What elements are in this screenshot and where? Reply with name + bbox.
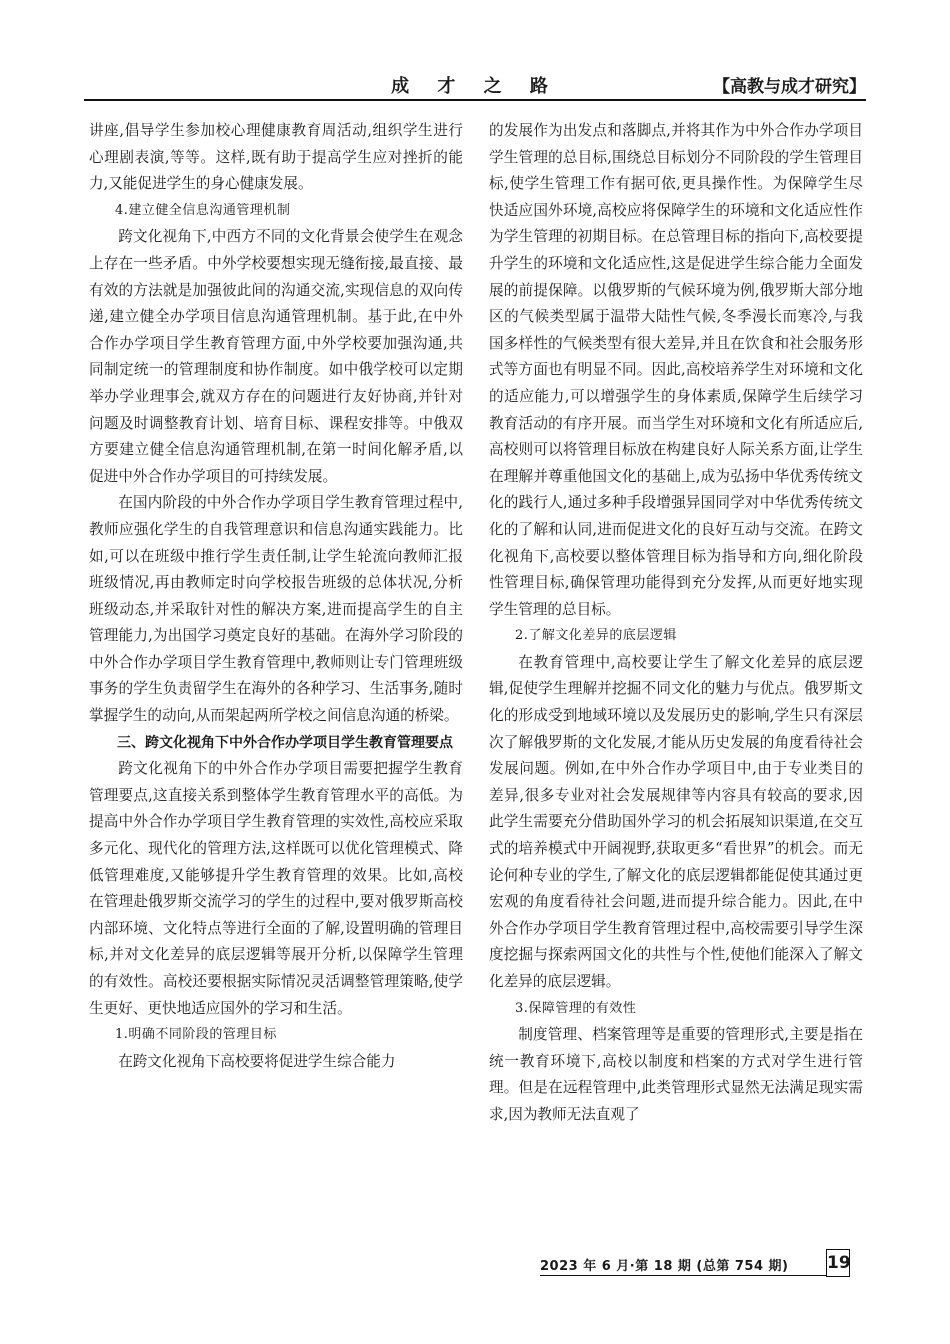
paragraph: 跨文化视角下的中外合作办学项目需要把握学生教育管理要点,这直接关系到整体学生教育管理水平的高低。为提高中外合作办学项目学生教育管理的实效性,高校应采取多元化、现代化的管理方法,这样既可以优化管理模式、降低管理难度,又能够提升学生教育管理的效果。比如,高校在管理赴俄罗斯交流学习的学生的过程中,要对俄罗斯高校内部环境、文化特点等进行全面的了解,设置明确的管理目标,并对文化差异的底层逻辑等展开分析,以保障学生管理的有效性。高校还要根据实际情况灵活调整管理策略,使学生更好、更快地适应国外的学习和生活。 [89,760,463,1017]
paragraph: 讲座,倡导学生参加校心理健康教育周活动,组织学生进行心理剧表演,等等。这样,既有助于提高学生应对挫折的能力,又能促进学生的身心健康发展。 [89,122,463,193]
left-column [89,118,463,1075]
paragraph: 跨文化视角下,中西方不同的文化背景会使学生在观念上存在一些矛盾。中外学校要想实现无缝衔接,最直接、最有效的方法就是加强彼此间的沟通交流,实现信息的双向传递,建立健全办学项目信息沟通管理机制。基于此,在中外合作办学项目学生教育管理方面,中外学校要加强沟通,共同制定统一的管理制度和协作制度。如中俄学校可以定期举办学业理事会,就双方存在的问题进行友好协商,并针对问题及时调整教育计划、培育目标、课程安排等。中俄双方要建立健全信息沟通管理机制,在第一时间化解矛盾,以促进中外合作办学项目的可持续发展。 [89,228,463,485]
header-divider [84,99,866,101]
page-number: 19 [826,1249,850,1277]
right-column [489,118,863,1129]
section-heading: 三、跨文化视角下中外合作办学项目学生教育管理要点 [117,734,453,751]
issue-info: 2023 年 6 月·第 18 期 (总第 754 期) [540,1259,789,1274]
footer-divider [540,1275,827,1276]
journal-title: 成 才 之 路 [391,76,559,97]
subsection-heading: 2.了解文化差异的底层逻辑 [515,628,677,644]
paragraph: 在国内阶段的中外合作办学项目学生教育管理过程中,教师应强化学生的自我管理意识和信息沟通实践能力。比如,可以在班级中推行学生责任制,让学生轮流向教师汇报班级情况,再由教师定时向学校报告班级的总体状况,分析班级动态,并采取针对性的解决方案,进而提高学生的自主管理能力,为出国学习奠定良好的基础。在海外学习阶段的中外合作办学项目学生教育管理中,教师则让专门管理班级事务的学生负责留学生在海外的各种学习、生活事务,随时掌握学生的动向,从而架起两所学校之间信息沟通的桥梁。 [89,494,463,725]
paragraph: 在跨文化视角下高校要将促进学生综合能力 [118,1052,396,1070]
subsection-heading: 4.建立健全信息沟通管理机制 [115,202,291,218]
subsection-heading: 1.明确不同阶段的管理目标 [115,1027,277,1043]
paragraph: 的发展作为出发点和落脚点,并将其作为中外合作办学项目学生管理的总目标,围绕总目标划分不同阶段的学生管理目标,使学生管理工作有据可依,更具操作性。为保障学生尽快适应国外环境,高校应将保障学生的环境和文化适应性作为学生管理的初期目标。在总管理目标的指向下,高校要提升学生的环境和文化适应性,这是促进学生综合能力全面发展的前提保障。以俄罗斯的气候环境为例,俄罗斯大部分地区的气候类型属于温带大陆性气候,冬季漫长而寒冷,与我国多样性的气候类型有很大差异,并且在饮食和社会服务形式等方面也有明显不同。因此,高校培养学生对环境和文化的适应能力,可以增强学生的身体素质,保障学生后续学习教育活动的有序开展。而当学生对环境和文化有所适应后,高校则可以将管理目标放在构建良好人际关系方面,让学生在理解并尊重他国文化的基础上,成为弘扬中华优秀传统文化的践行人,通过多种手段增强异国同学对中华优秀传统文化的了解和认同,进而促进文化的良好互动与交流。在跨文化视角下,高校要以整体管理目标为指导和方向,细化阶段性管理目标,确保管理功能得到充分发挥,从而更好地实现学生管理的总目标。 [489,122,863,618]
subsection-heading: 3.保障管理的有效性 [515,1000,637,1016]
section-label: 【高教与成才研究】 [713,77,866,97]
paragraph: 在教育管理中,高校要让学生了解文化差异的底层逻辑,促使学生理解并挖掘不同文化的魅力与优点。俄罗斯文化的形成受到地域环境以及发展历史的影响,学生只有深层次了解俄罗斯的文化发展,才能从历史发展的角度看待社会发展问题。例如,在中外合作办学项目中,由于专业类目的差异,很多专业对社会发展规律等内容具有较高的要求,因此学生需要充分借助国外学习的机会拓展知识渠道,在交互式的培养模式中开阔视野,获取更多“看世界”的机会。而无论何种专业的学生,了解文化的底层逻辑都能促使其通过更宏观的角度看待社会问题,进而提升综合能力。因此,在中外合作办学项目学生教育管理过程中,高校需要引导学生深度挖掘与探索两国文化的共性与个性,使他们能深入了解文化差异的底层逻辑。 [489,653,863,990]
paragraph: 制度管理、档案管理等是重要的管理形式,主要是指在统一教育环境下,高校以制度和档案的方式对学生进行管理。但是在远程管理中,此类管理形式显然无法满足现实需求,因为教师无法直观了 [489,1026,863,1123]
